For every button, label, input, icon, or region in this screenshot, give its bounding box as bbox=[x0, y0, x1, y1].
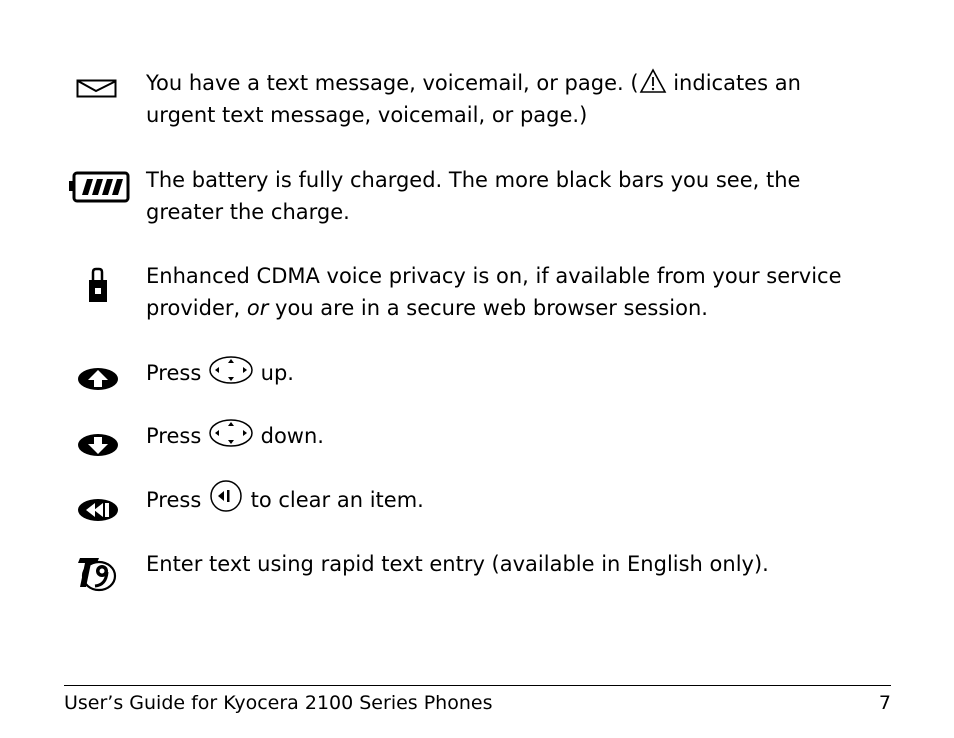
t9-text-line1: Enter text using rapid text entry (available in English only). bbox=[146, 552, 769, 576]
privacy-text-line1: Enhanced CDMA voice privacy is on, if available from your service bbox=[146, 264, 842, 288]
battery-text-line1: The battery is fully charged. The more black bars you see, the bbox=[146, 168, 801, 192]
message-text-line2: urgent text message, voicemail, or page.) bbox=[146, 103, 588, 127]
privacy-text-line2a: provider, bbox=[146, 296, 247, 320]
clear-icon bbox=[77, 498, 119, 522]
message-text-line1: You have a text message, voicemail, or page. ( bbox=[146, 71, 639, 95]
nav-key-icon bbox=[208, 355, 254, 385]
message-text-line1b: indicates an bbox=[666, 71, 801, 95]
battery-text bbox=[146, 164, 876, 228]
down-text bbox=[146, 420, 876, 452]
clear-key-icon bbox=[208, 479, 244, 513]
down-text-post: down. bbox=[253, 424, 324, 448]
t9-icon bbox=[77, 555, 117, 593]
clear-text-post: to clear an item. bbox=[243, 488, 424, 512]
lock-icon bbox=[87, 267, 109, 305]
down-text-pre: Press bbox=[146, 424, 208, 448]
footer-divider bbox=[64, 685, 891, 686]
envelope-icon bbox=[76, 79, 118, 99]
privacy-text bbox=[146, 260, 876, 324]
up-text bbox=[146, 357, 876, 389]
page-number: 7 bbox=[878, 692, 891, 714]
clear-text bbox=[146, 484, 876, 516]
arrow-down-icon bbox=[77, 433, 119, 457]
warning-icon bbox=[639, 68, 667, 94]
nav-key-icon bbox=[208, 418, 254, 448]
privacy-text-line2b: you are in a secure web browser session. bbox=[268, 296, 708, 320]
up-text-post: up. bbox=[253, 361, 294, 385]
footer-title: User’s Guide for Kyocera 2100 Series Phones bbox=[64, 692, 493, 714]
battery-text-line2: greater the charge. bbox=[146, 200, 350, 224]
clear-text-pre: Press bbox=[146, 488, 208, 512]
arrow-up-icon bbox=[77, 367, 119, 391]
up-text-pre: Press bbox=[146, 361, 208, 385]
t9-text bbox=[146, 548, 876, 580]
battery-icon bbox=[68, 171, 130, 203]
privacy-text-italic: or bbox=[246, 296, 269, 320]
message-text bbox=[146, 67, 876, 131]
